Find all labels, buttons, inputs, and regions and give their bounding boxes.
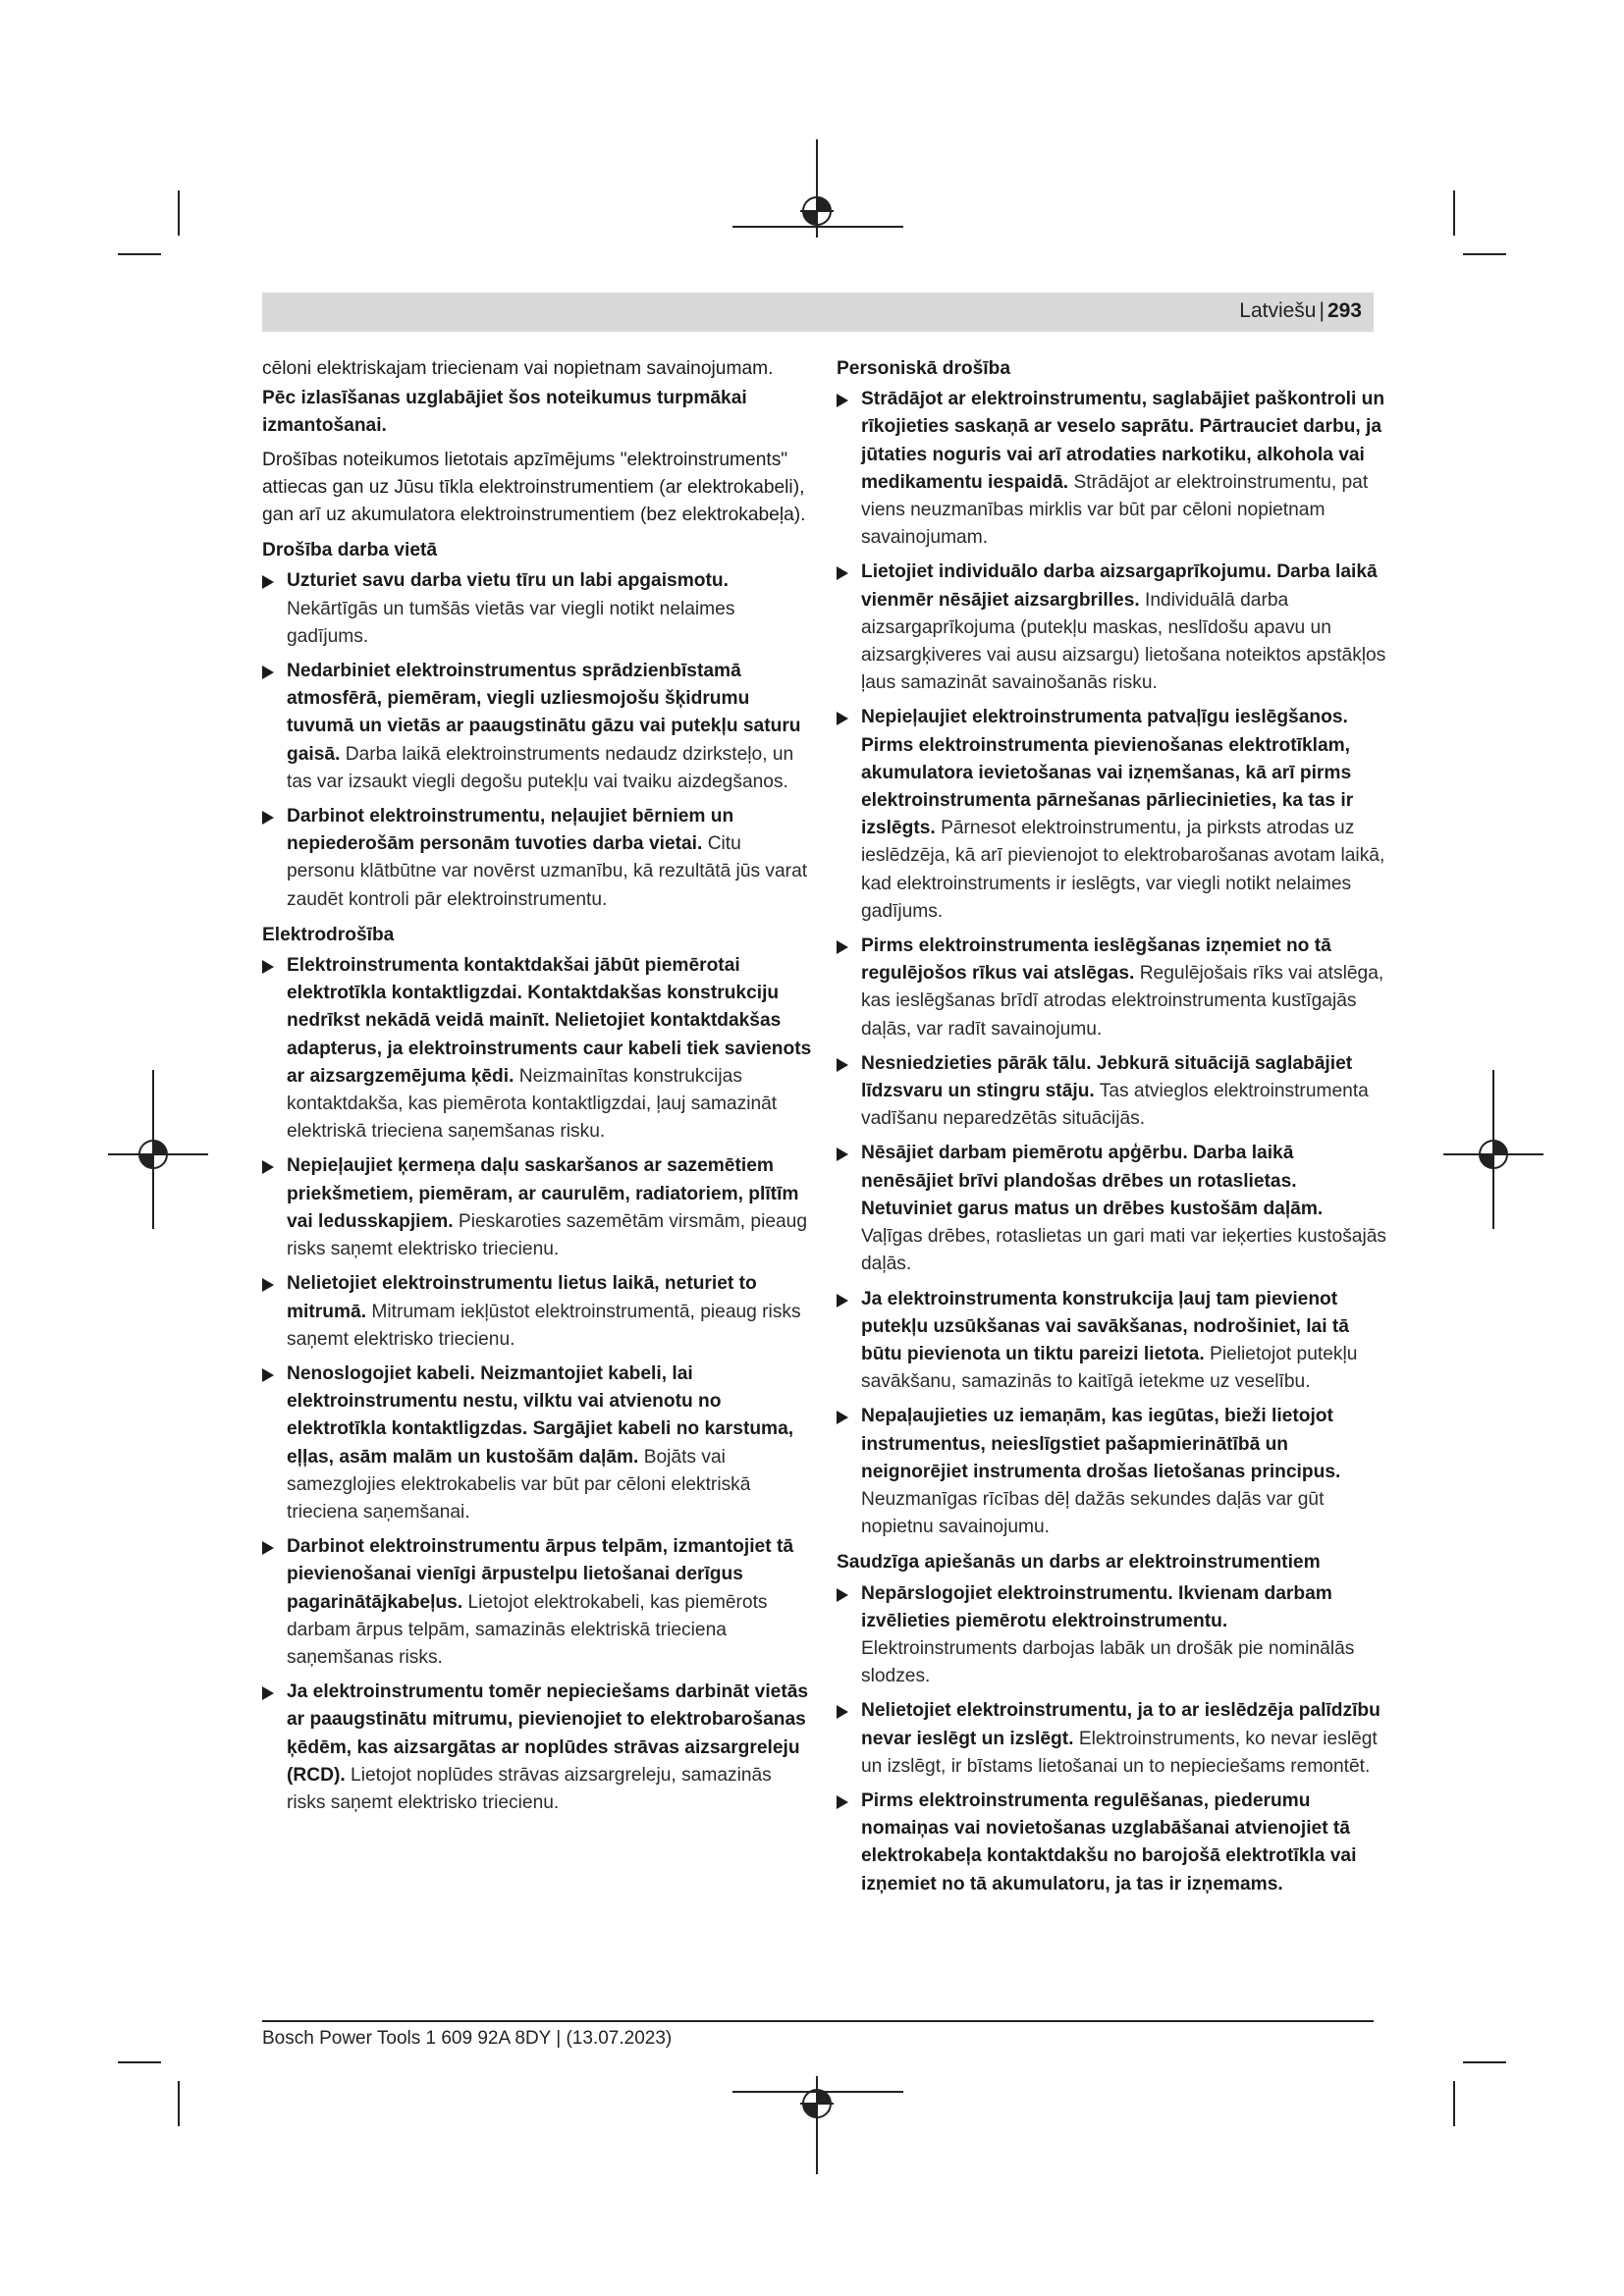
item-bold-text: Nelietojiet elektroinstrumentu, ja to ar ieslēdzēja palīdzību nevar ieslēgt un izslēgt. (861, 1700, 1380, 1749)
item-bold-text: Ja elektroinstrumentu tomēr nepieciešams darbināt vietās ar paaugstinātu mitrumu, pievienojiet to elektrobarošanas ķēdēm, kas aizsargātas ar noplūdes strāvas aizsargreleju (RCD). (287, 1682, 809, 1786)
bullet-icon (837, 1705, 848, 1719)
crop-mark (118, 2061, 161, 2063)
list-item (262, 1361, 812, 1526)
bullet-icon (837, 1588, 848, 1602)
intro-tail: cēloni elektriskajam triecienam vai nopietnam savainojumam. (262, 358, 774, 379)
bullet-icon (837, 566, 848, 580)
bullet-icon (837, 940, 848, 954)
crop-mark (1463, 2061, 1506, 2063)
item-bold-text: Ja elektroinstrumenta konstrukcija ļauj tam pievienot putekļu uzsūkšanas vai savākšanas, nodrošiniet, lai tā būtu pievienota un tiktu pareizi lietota. (861, 1288, 1349, 1364)
item-bold-text: Pirms elektroinstrumenta regulēšanas, piederumu nomaiņas vai novietošanas uzglabāšanai atvienojiet tā elektrokabeļa kontaktdakšu no barojošā elektrotīkla vai izņemiet no tā akumulatoru, ja tas ir izņemams. (861, 1789, 1357, 1895)
item-text: Strādājot ar elektroinstrumentu, pat viens neuzmanības mirklis var būt par cēloni nopietnam savainojumam. (861, 471, 1369, 549)
list-item (262, 567, 812, 651)
item-text: Elektroinstruments, ko nevar ieslēgt un izslēgt, ir bīstams lietošanai un to nepieciešams remontēt. (861, 1728, 1378, 1777)
list-item (262, 658, 812, 796)
bullet-icon (262, 1368, 274, 1382)
item-text: Pielietojot putekļu savākšanu, samazinās to kaitīgā ietekme uz veselību. (861, 1343, 1358, 1393)
list-item (837, 1697, 1386, 1781)
list-item (262, 1679, 812, 1817)
crop-mark (1463, 253, 1506, 255)
list-item (837, 933, 1386, 1043)
bullet-icon (837, 1058, 848, 1072)
item-text: Citu personu klātbūtne var novērst uzmanību, kā rezultātā jūs varat zaudēt kontroli pār elektroinstrumentu. (287, 833, 808, 910)
header-separator: | (1319, 299, 1325, 322)
list-item (262, 1533, 812, 1672)
page-footer: Bosch Power Tools 1 609 92A 8DY | (13.07.2023) (262, 2028, 673, 2049)
item-text: Neuzmanīgas rīcības dēļ dažās sekundes daļās var gūt nopietnu savainojumu. (861, 1488, 1325, 1538)
item-bold-text: Uzturiet savu darba vietu tīru un labi apgaismotu. (287, 570, 729, 592)
bullet-icon (837, 1148, 848, 1161)
item-bold-text: Nepaļaujieties uz iemaņām, kas iegūtas, bieži lietojot instrumentus, neieslīgstiet pašapmierinātībā un neignorējiet instrumenta drošas lietošanas principus. (861, 1406, 1341, 1482)
item-text: Tas atvieglos elektroinstrumenta vadīšanu neparedzētās situācijās. (861, 1081, 1369, 1130)
item-bold-text: Nepieļaujiet ķermeņa daļu saskaršanos ar sazemētiem priekšmetiem, piemēram, ar caurulēm, radiatoriem, plītīm vai ledusskapjiem. (287, 1155, 799, 1232)
item-bold-text: Lietojiet individuālo darba aizsargaprīkojumu. Darba laikā vienmēr nēsājiet aizsargbrilles. (861, 561, 1378, 611)
list-item (262, 1270, 812, 1354)
term-definition: Drošības noteikumos lietotais apzīmējums "elektroinstruments" attiecas gan uz Jūsu tīkla elektroinstrumentiem (ar elektrokabeli), gan arī uz akumulatora elektroinstrumentiem (bez elektrokabeļa). (262, 449, 806, 526)
item-bold-text: Darbinot elektroinstrumentu ārpus telpām, izmantojiet tā pievienošanai vienīgi ārpustelpu lietošanai derīgus pagarinātājkabeļus. (287, 1536, 794, 1613)
list-item (837, 1580, 1386, 1691)
item-text: Bojāts vai samezglojies elektrokabelis var būt par cēloni elektriskā trieciena saņemšanai. (287, 1446, 751, 1522)
bullet-icon (262, 575, 274, 589)
item-text: Lietojot noplūdes strāvas aizsargreleju, samazinās risks saņemt elektrisko triecienu. (287, 1764, 772, 1813)
item-bold-text: Nedarbiniet elektroinstrumentus sprādzienbīstamā atmosfērā, piemēram, viegli uzliesmojošu šķidrumu tuvumā un vietās ar paaugstinātu gāzu vai putekļu saturu gaisā. (287, 661, 801, 765)
list-item (837, 1286, 1386, 1397)
bullet-icon (262, 666, 274, 679)
right-column (837, 355, 1386, 1905)
item-text: Darba laikā elektroinstruments nedaudz dzirksteļo, un tas var izsaukt viegli degošu putekļu vai tvaiku aizdegšanos. (287, 743, 794, 792)
crop-mark (178, 2081, 180, 2126)
crop-mark (1453, 2081, 1455, 2126)
list-item (837, 704, 1386, 926)
item-bold-text: Nepārslogojiet elektroinstrumentu. Ikvienam darbam izvēlieties piemērotu elektroinstrumentu. (861, 1582, 1332, 1631)
bullet-icon (262, 960, 274, 974)
item-text: Vaļīgas drēbes, rotaslietas un gari mati var ieķerties kustošajās daļās. (861, 1226, 1387, 1275)
item-bold-text: Darbinot elektroinstrumentu, neļaujiet bērniem un nepiederošām personām tuvoties darba vietai. (287, 806, 734, 855)
section-heading: Saudzīga apiešanās un darbs ar elektroinstrumentiem (837, 1552, 1321, 1574)
item-bold-text: Nenoslogojiet kabeli. Neizmantojiet kabeli, lai elektroinstrumentu nestu, vilktu vai atvienotu no elektrotīkla kontaktligzdas. Sargājiet kabeli no karstuma, eļļas, asām malām un kustošām daļām. (287, 1362, 794, 1468)
footer-divider (262, 2020, 1374, 2022)
section-heading: Drošība darba vietā (262, 540, 438, 561)
bullet-icon (837, 394, 848, 407)
item-text: Mitrumam iekļūstot elektroinstrumentā, pieaug risks saņemt elektrisko triecienu. (287, 1301, 801, 1350)
crop-mark (118, 253, 161, 255)
header-title (1239, 299, 1374, 323)
list-item (837, 1050, 1386, 1134)
header-language: Latviešu (1239, 299, 1317, 322)
item-text: Lietojot elektrokabeli, kas piemērots darbam ārpus telpām, samazinās elektriskā trieciena saņemšanas risks. (287, 1591, 768, 1668)
page-number: 293 (1326, 299, 1362, 322)
list-item (837, 1403, 1386, 1541)
list-item (837, 1788, 1386, 1898)
bullet-icon (262, 1686, 274, 1700)
page-header (262, 293, 1374, 332)
crop-mark (1453, 190, 1455, 236)
item-bold-text: Nepieļaujiet elektroinstrumenta patvaļīgu ieslēgšanos. Pirms elektroinstrumenta pievienošanas elektrotīklam, akumulatora ievietošanas vai izņemšanas, kā arī pirms elektroinstrumenta pārnešanas pārliecinieties, ka tas ir izslēgts. (861, 707, 1354, 839)
item-text: Elektroinstruments darbojas labāk un drošāk pie nominālās slodzes. (861, 1637, 1355, 1687)
item-bold-text: Strādājot ar elektroinstrumentu, saglabājiet paškontroli un rīkojieties saskaņā ar veselo saprātu. Pārtrauciet darbu, ja jūtaties noguris vai arī atrodaties narkotiku, alkohola vai medikamentu iespaidā. (861, 389, 1385, 493)
crop-mark (178, 190, 180, 236)
item-text: Pārnesot elektroinstrumentu, ja pirksts atrodas uz ieslēdzēja, kā arī pievienojot to elektrobarošanas avotam laikā, kad elektroinstruments ir ieslēgts, var viegli notikt nelaimes gadījums. (861, 818, 1385, 922)
list-item (262, 1152, 812, 1263)
item-text: Regulējošais rīks vai atslēga, kas ieslēgšanas brīdī atrodas elektroinstrumenta kustīgajās daļās, var radīt savainojumu. (861, 963, 1384, 1040)
save-instructions: Pēc izlasīšanas uzglabājiet šos noteikumus turpmākai izmantošanai. (262, 388, 747, 437)
section-heading: Personiskā drošība (837, 358, 1011, 379)
bullet-icon (262, 1278, 274, 1292)
bullet-icon (837, 1795, 848, 1809)
bullet-icon (837, 712, 848, 725)
item-bold-text: Nēsājiet darbam piemērotu apģērbu. Darba laikā nenēsājiet brīvi plandošas drēbes un rotaslietas. Netuviniet garus matus un drēbes kustošām daļām. (861, 1143, 1324, 1219)
list-item (837, 386, 1386, 552)
item-bold-text: Nesniedzieties pārāk tālu. Jebkurā situācijā saglabājiet līdzsvaru un stingru stāju. (861, 1052, 1353, 1102)
list-item (262, 803, 812, 914)
section-heading: Elektrodrošība (262, 924, 395, 945)
bullet-icon (262, 1160, 274, 1174)
item-bold-text: Elektroinstrumenta kontaktdakšai jābūt piemērotai elektrotīkla kontaktligzdai. Kontaktdakšas konstrukciju nedrīkst nekādā veidā mainīt. Nelietojiet kontaktdakšas adapterus, ja elektroinstruments caur kabeli tiek savienots ar aizsargzemējuma ķēdi. (287, 955, 812, 1087)
item-bold-text: Pirms elektroinstrumenta ieslēgšanas izņemiet no tā regulējošos rīkus vai atslēgas. (861, 935, 1331, 985)
left-column (262, 355, 812, 1824)
item-text: Nekārtīgās un tumšās vietās var viegli notikt nelaimes gadījums. (287, 598, 735, 647)
list-item (837, 559, 1386, 697)
bullet-icon (837, 1294, 848, 1308)
list-item (262, 952, 812, 1146)
item-text: Neizmainītas konstrukcijas kontaktdakša, kas piemērota kontaktligzdai, ļauj samazināt elektriskā trieciena saņemšanas risku. (287, 1065, 778, 1143)
item-bold-text: Nelietojiet elektroinstrumentu lietus laikā, neturiet to mitrumā. (287, 1273, 757, 1322)
bullet-icon (262, 1541, 274, 1555)
bullet-icon (262, 811, 274, 825)
list-item (837, 1140, 1386, 1278)
item-text: Pieskaroties sazemētām virsmām, pieaug risks saņemt elektrisko triecienu. (287, 1210, 808, 1260)
item-text: Individuālā darba aizsargaprīkojuma (putekļu maskas, neslīdošu apavu un aizsargķiveres vai ausu aizsargu) lietošana noteiktos apstākļos ļaus samazināt savainošanās risku. (861, 589, 1386, 694)
bullet-icon (837, 1411, 848, 1424)
